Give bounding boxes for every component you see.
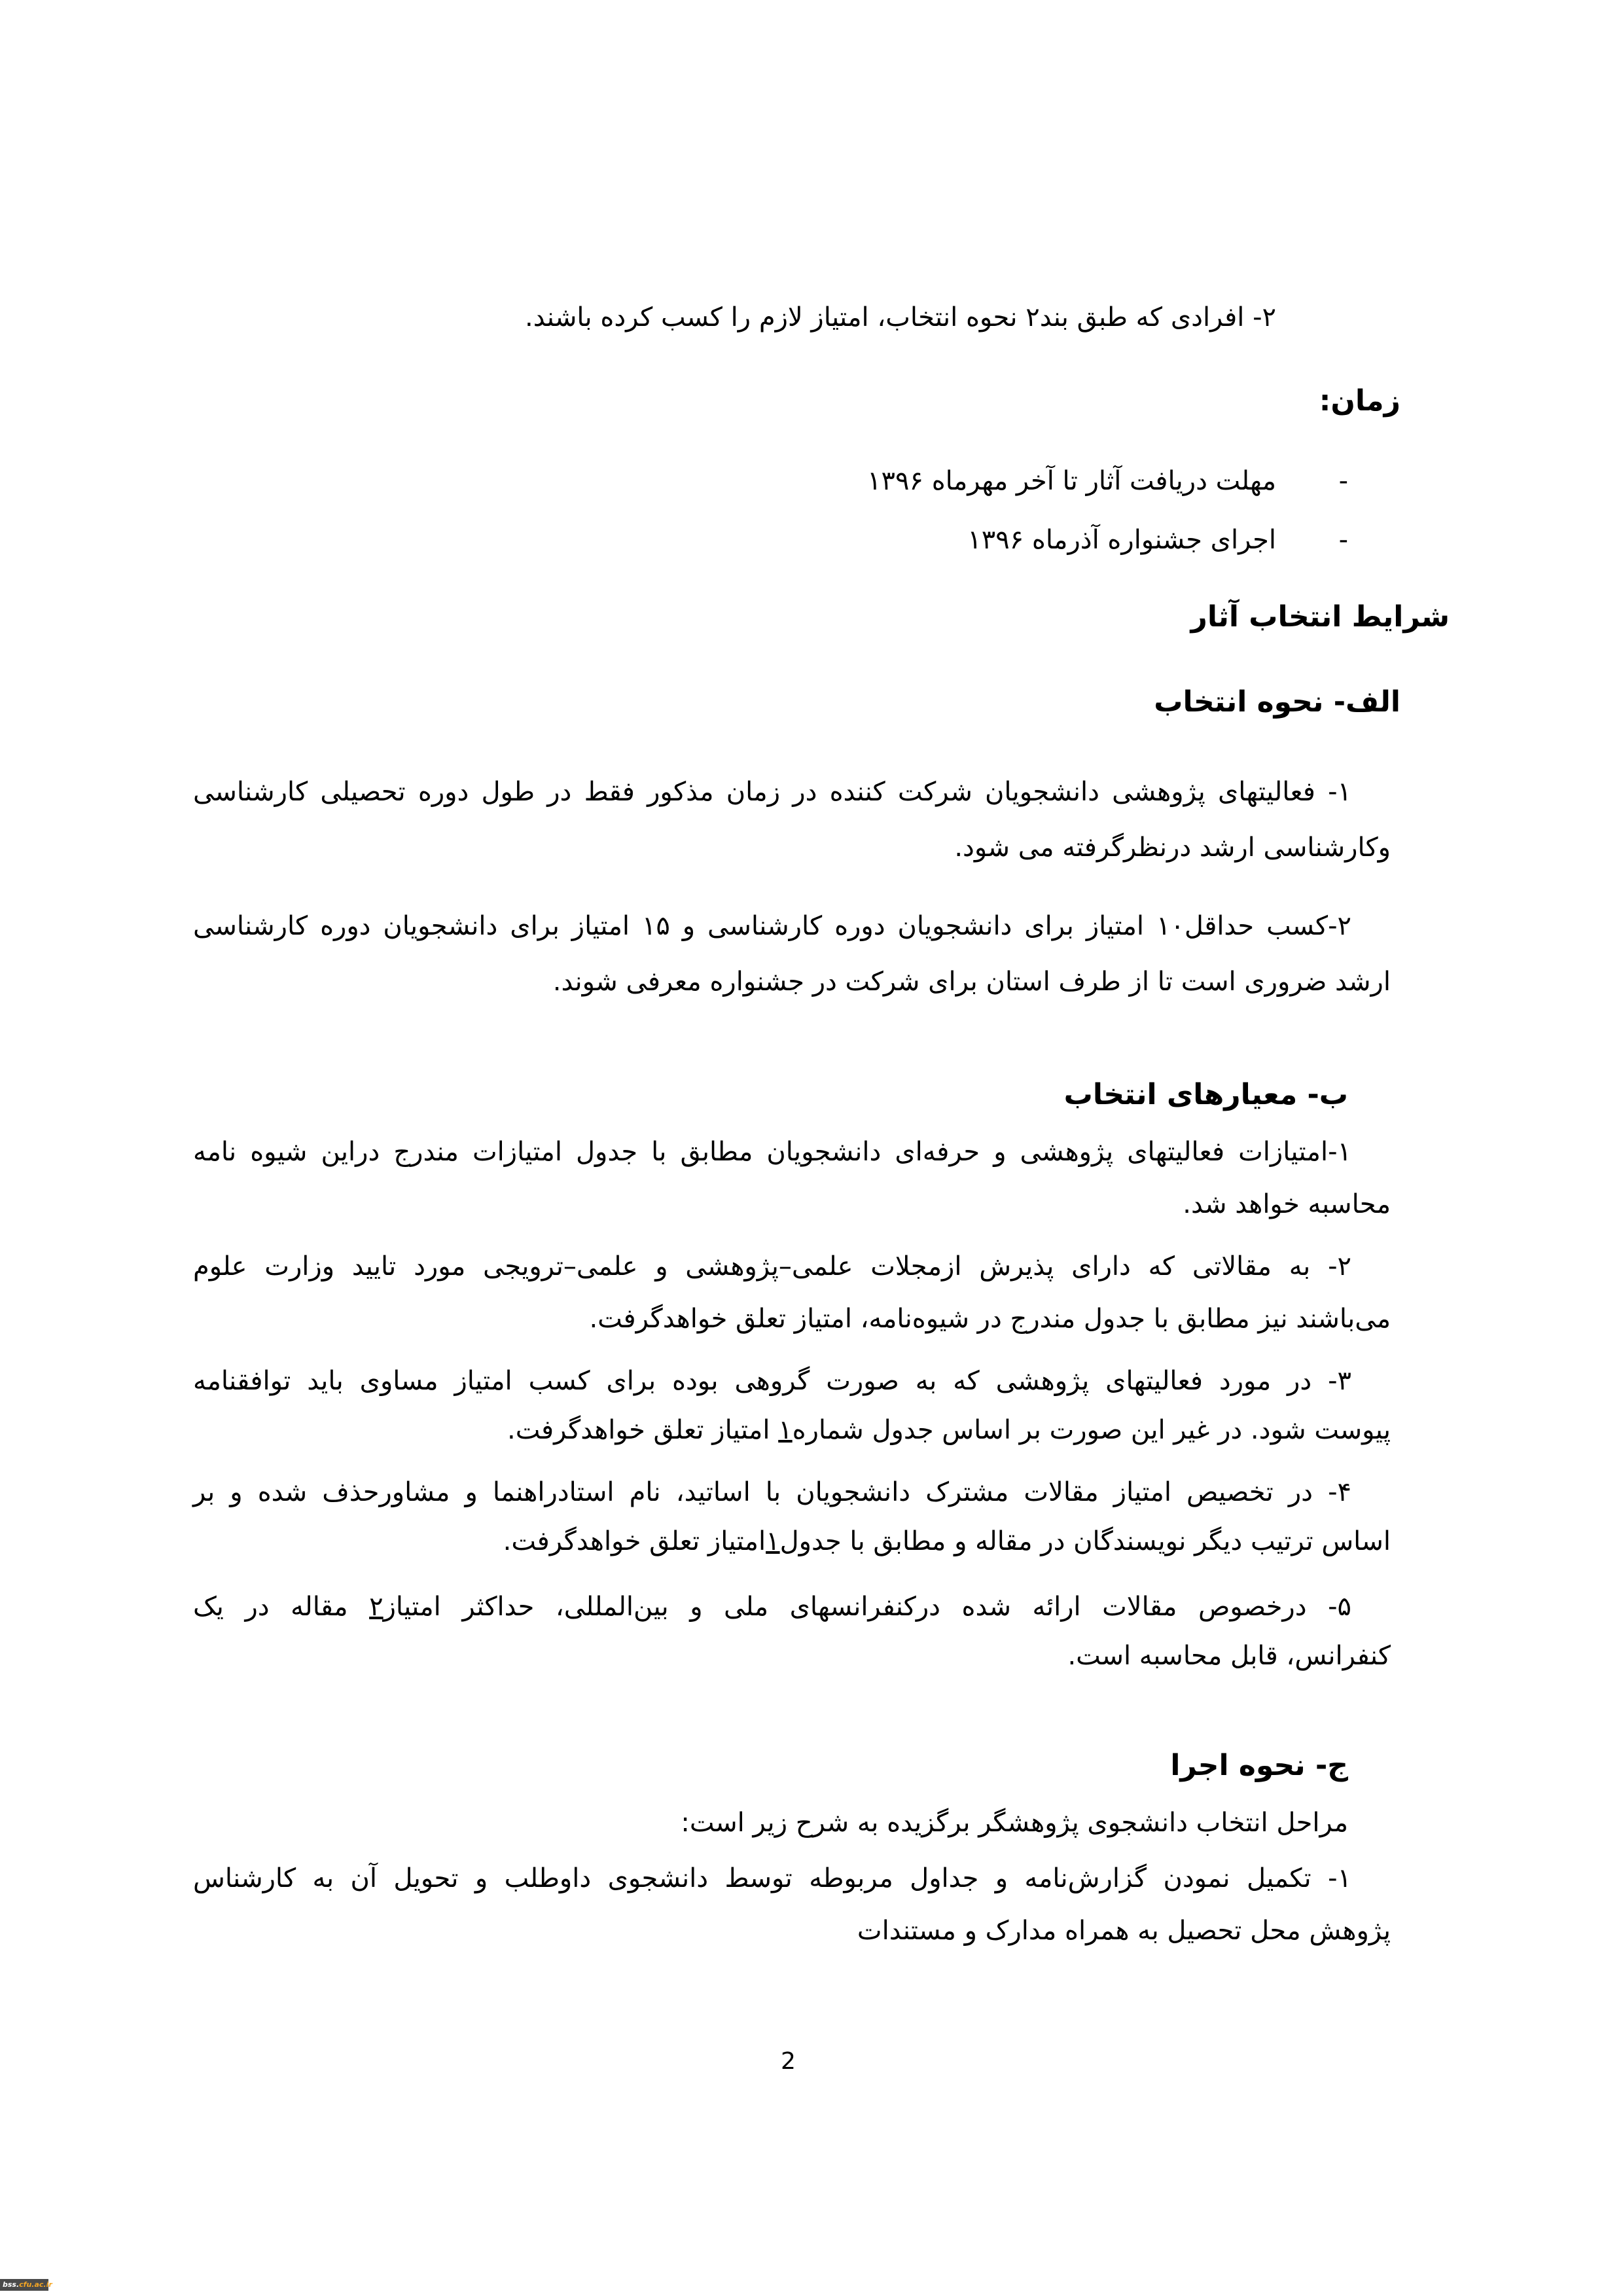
text: مقاله در یک: [193, 1592, 370, 1622]
time-heading: زمان:: [1319, 384, 1400, 418]
section-b-item-5-line-2: کنفرانس، قابل محاسبه است.: [1067, 1641, 1391, 1671]
table-reference-link: ۱: [778, 1415, 793, 1445]
section-c-item-1-line-2: پژوهش محل تحصیل به همراه مدارک و مستندات: [857, 1916, 1391, 1946]
text: پیوست شود. در غیر این صورت بر اساس جدول شماره: [792, 1415, 1391, 1445]
section-b-item-2-line-2: می‌باشند نیز مطابق با جدول مندرج در شیوه‌نامه، امتیاز تعلق خواهدگرفت.: [589, 1304, 1391, 1334]
watermark-domain: cfu.ac.ir: [19, 2280, 52, 2289]
max-score-reference: ۲: [369, 1592, 383, 1622]
section-a-item-1-line-1: ۱- فعالیتهای پژوهشی دانشجویان شرکت کننده در زمان مذکور فقط در طول دوره تحصیلی کارشناسی: [193, 777, 1351, 807]
conditions-heading: شرایط انتخاب آثار: [1190, 600, 1450, 634]
section-b-item-5-line-1: [193, 1587, 1351, 1626]
section-c-item-1-line-1: ۱- تکمیل نمودن گزارش‌نامه و جداول مربوطه توسط دانشجوی داوطلب و تحویل آن به کارشناس: [193, 1863, 1351, 1893]
time-bullet-item: [967, 520, 1348, 560]
section-b-item-3-line-2: [507, 1410, 1391, 1450]
section-a-item-2-line-1: ۲-کسب حداقل۱۰ امتیاز برای دانشجویان دوره کارشناسی و ۱۵ امتیاز برای دانشجویان دوره کارشناسی: [193, 911, 1351, 941]
section-a-heading: الف- نحوه انتخاب: [1154, 685, 1400, 719]
watermark-prefix: bss.: [3, 2280, 20, 2289]
table-reference-link: ۱: [766, 1526, 780, 1556]
deadline-text: مهلت دریافت آثار تا آخر مهرماه ۱۳۹۶: [867, 466, 1276, 496]
time-bullet-item: [867, 461, 1348, 501]
text: امتیاز تعلق خواهدگرفت.: [503, 1526, 766, 1556]
section-b-item-2-line-1: ۲- به مقالاتی که دارای پذیرش ازمجلات علمی–پژوهشی و علمی–ترویجی مورد تایید وزارت علوم: [193, 1251, 1351, 1282]
site-watermark-logo: [0, 2279, 52, 2291]
section-c-heading: ج- نحوه اجرا: [1170, 1749, 1348, 1782]
section-b-item-4-line-1: ۴- در تخصیص امتیاز مقالات مشترک دانشجویان با اساتید، نام استادراهنما و مشاورحذف شده و بر: [193, 1477, 1351, 1507]
section-b-item-3-line-1: ۳- در مورد فعالیتهای پژوهشی که به صورت گروهی بوده برای کسب امتیاز مساوی باید توافقنامه: [193, 1366, 1351, 1396]
page-number: 2: [781, 2048, 796, 2075]
intro-list-item: ۲- افرادی که طبق بند۲ نحوه انتخاب، امتیاز لازم را کسب کرده باشند.: [525, 302, 1276, 332]
section-b-item-4-line-2: [503, 1522, 1391, 1561]
section-a-item-1-line-2: وکارشناسی ارشد درنظرگرفته می شود.: [954, 833, 1391, 863]
bullet-dash-icon: -: [1338, 466, 1348, 496]
text: امتیاز تعلق خواهدگرفت.: [507, 1415, 779, 1445]
section-b-item-1-line-2: محاسبه خواهد شد.: [1183, 1189, 1391, 1219]
section-a-item-2-line-2: ارشد ضروری است تا از طرف استان برای شرکت در جشنواره معرفی شوند.: [552, 967, 1391, 997]
section-c-intro: مراحل انتخاب دانشجوی پژوهشگر برگزیده به شرح زیر است:: [681, 1808, 1348, 1838]
bullet-dash-icon: -: [1338, 525, 1348, 555]
text: اساس ترتیب دیگر نویسندگان در مقاله و مطابق با جدول: [779, 1526, 1391, 1556]
section-b-item-1-line-1: ۱-امتیازات فعالیتهای پژوهشی و حرفه‌ای دانشجویان مطابق با جدول امتیازات مندرج دراین شیوه نامه: [193, 1137, 1351, 1167]
section-b-heading: ب- معیارهای انتخاب: [1063, 1078, 1348, 1111]
text: ۵- درخصوص مقالات ارائه شده درکنفرانسهای ملی و بین‌المللی، حداکثر امتیاز: [383, 1592, 1351, 1622]
festival-date-text: اجرای جشنواره آذرماه ۱۳۹۶: [967, 525, 1276, 555]
